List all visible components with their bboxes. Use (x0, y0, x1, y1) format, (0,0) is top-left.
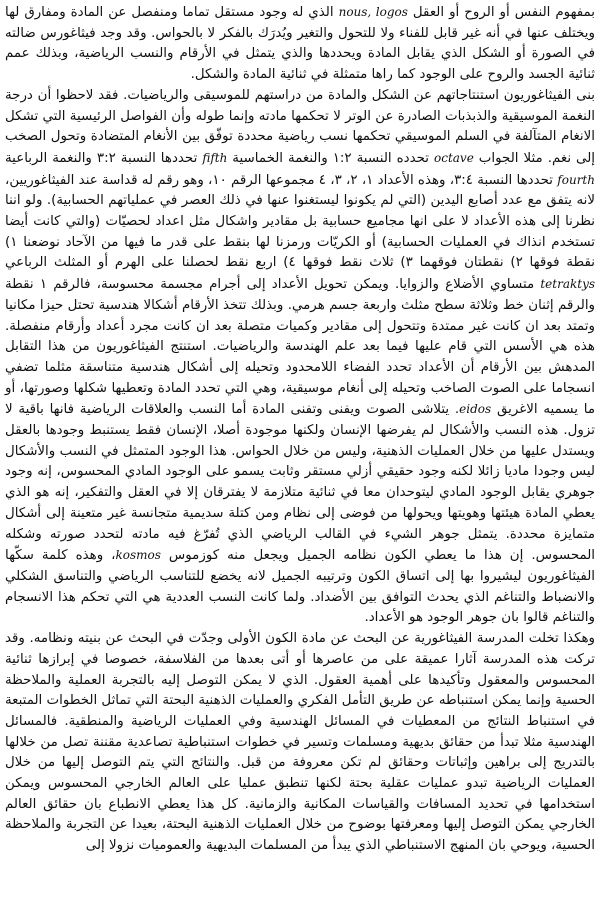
latin-term: nous, logos (338, 5, 408, 19)
paragraph-p1 (5, 2, 595, 86)
paragraph-p2 (5, 86, 595, 629)
latin-term: kosmos (115, 548, 161, 563)
latin-term: eidos (459, 402, 492, 417)
text-segment: تحدده النسبة ١:٢ والنغمة الخماسية (227, 150, 434, 166)
text-segment: تحددها النسبة ٣:٤، وهذه الأعداد ١، ٢، ٣، ٤ مجموعها الرقم ١٠، وهو رقم له قداسة عند الفيثاغوريين، لانه يتفق مع عدد أصابع اليدين (التي لم يكونوا ليستغنوا عنها في ذلك العصر في عملياتهم الحسابية). ولو اننا نظرنا إلى هذه الأعداد لا على انها مجاميع حسابية بل مقادير واشكال مثل اعداد لحصيّات (والتي كانت أيضا تستخدم انذاك في العمليات الحسابية) أو الكريّات ورمزنا لها بنقط على قدر ما فيها من الآحاد نوضعنا ١) نقطة فوقها ٢) نقطتان فوقهما ٣) ثلاث نقط فوقها ٤) اربع نقط لحصلنا على الهرم أو المثلث الرباعي (5, 172, 595, 271)
text-segment: تحددها النسبة ٣:٢ والنغمة الرباعية (5, 150, 203, 166)
text-segment: ، وهذه كلمة سكّها الفيثاغوريون ليشيروا بها إلى اتساق الكون وترتيبه الجميل لانه يخضع للتناسب الرياضي والتناسق الشكلي والانضباط والتناغم الذي يحدث التوافق بين الأضداد. ولما كانت النسب العددية هي التي تحكم هذا الانسجام والتناغم قالوا بان جوهر الوجود هو الأعداد. (5, 548, 595, 626)
text-segment: الذي له وجود مستقل تماما ومنفصل عن المادة ومفارق لها ويختلف عنها في أنه غير قابل للفناء ولا للتحول والتغير ويُدرَك بالفكر لا بالحواس. وقد وجد فيثاغورس ضالته في الصورة أو الشكل الذي يقابل المادة ويحددها والذي يتمثل في الأرقام والنسب الرياضية، وبذلك عمم ثنائية الجسد والروح على الوجود كما راها متمثلة في ثنائية المادة والشكل. (5, 5, 595, 83)
latin-term: fifth (202, 150, 228, 165)
paragraph-p3 (5, 629, 595, 857)
text-segment: بنى الفيثاغوريون استنتاجاتهم عن الشكل والمادة من دراستهم للموسيقى والرياضيات. فقد لاحظوا أن درجة النغمة الموسيقية والذبذبات الصادرة عن الوتر لا تحكمها مادته وإنما طوله وأن الفواصل الرئيسية التي تشكل الانغام المتآلفة في السلم الموسيقي تحكمها نسب رياضية محددة توفّق بين الأنغام المتضادة وتحول الصخب إلى نغم. مثلا الجواب (5, 87, 596, 166)
text-segment: متساوي الأضلاع والزوايا. ويمكن تحويل الأعداد إلى أجرام مجسمة محسوسة، فالرقم ١ نقطة والرقم إثنان خط وثلاثة سطح مثلث واربعة جسم هرمي. وبذلك تتخذ الأرقام أشكالا هندسية تحتل حيزا مكانيا وتمتد بعد ان كانت غير ممتدة وتتحول إلى مقادير وكميات متصلة بعد ان كانت مجرد أعداد وأرقام منفصلة. هذه هي الأسس التي قام عليها فيما بعد علم الهندسة والرياضيات. استنتج الفيثاغوريون من هذا التقابل المدهش بين الأرقام أن الأعداد تحدد الفضاء اللامحدود وتحيله إلى أشكال هندسية متناسقة مثلما تضفي انسجاما على الصوت الصاخب وتحيله إلى أنغام موسيقية، وهي التي تحدد المادة وتعطيها شكلها وصورتها، أو ما يسميه الاغريق (5, 277, 595, 418)
latin-term: fourth (557, 172, 595, 187)
latin-term: octave (434, 150, 474, 165)
text-segment: . يتلاشى الصوت ويفنى وتفنى المادة أما النسب والعلاقات الرياضية فانها باقية لا تزول. هذه النسب والأشكال لم يفرضها الإنسان ولكنها موجودة أصلا، الإنسان فقط يستنبط وجودها بالعقل ويستدل عليها من خلال العمليات الذهنية، وليس من خلال الحواس. هذا الوجود المتمثل في النسب والأشكال ليس وجودا ماديا زائلا لكنه وجود حقيقي أزلي مستقر وثابت يسمو على الوجود المادي المحسوس، إنه وجود جوهري يقابل الوجود المادي ليتوحدان معا في ثنائية متلازمة لا يفترقان إلا في العقل والتفكير، إنه هو الذي يعطي المادة هيئتها وهويتها ويحولها من فوضى إلى نظام ومن كتلة سديمية متجانسة غير متعينة إلى أشكال متمايزة محددة. يتمثل جوهر الشيء في القالب الرياضي الذي تُفرّغ فيه مادته لتحدد صورته وشكله المحسوس. إن هذا ما يعطي الكون نظامه الجميل ويجعل منه كوزموس (5, 402, 596, 564)
text-segment: وهكذا تخلت المدرسة الفيثاغورية عن البحث عن مادة الكون الأولى وجدّت في البحث عن بنيته ونظامه. وقد تركت هذه المدرسة آثارا عميقة على من عاصرها أو أتى بعدها من الفلاسفة، خصوصا في إبرازها ثنائية المحسوس والمعقول وتأكيدها على أهمية العقول. الذي لا يمكن التوصل إليه بالتجربة العملية والملاحظة الحسية وإنما يمكن استنباطه عن طريق التأمل الفكري والعمليات الذهنية البحتة التي تماثل الخطوات المتبعة في استنباط النتائج من المعطيات في المسائل الهندسية وفي العمليات الرياضية والمنطقية. فالمسائل الهندسية مثلا تبدأ من حقائق بديهية ومسلمات وتسير في خطوات استنباطية تصاعدية مقننة تصل من خلالها بالتدريج إلى براهين وإثباتات وحقائق لم تكن معروفة من قبل. والنتائج التي يتم التوصل إليها من خلال العمليات الرياضية تبدو عمليات عقلية بحتة لكنها تنطبق عمليا على العالم الخارجي المحسوس ويمكن استخدامها في تحديد المسافات والقياسات المكانية والزمانية. كل هذا يعطي الانطباع بان حقائق العالم الخارجي يمكن التوصل إليها ومعرفتها بوضوح من خلال العمليات الذهنية البحتة، بعيدا عن التجربة والملاحظة الحسية، ويوحي بان المنهج الاستنباطي الذي يبدأ من المسلمات البديهية والعموميات نزولا إلى (4, 631, 595, 854)
latin-term: tetraktys (540, 277, 596, 292)
text-segment: بمفهوم النفس أو الروح أو العقل (407, 5, 595, 20)
